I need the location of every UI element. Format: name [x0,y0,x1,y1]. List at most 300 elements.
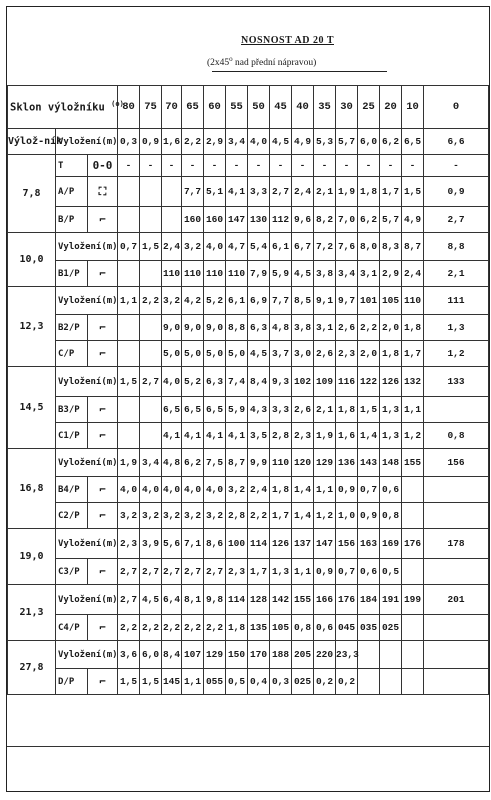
value-cell: 8,8 [424,233,489,261]
table-row [8,423,489,449]
value-cell: 135 [248,615,270,641]
value-cell: 4,9 [402,207,424,233]
value-cell: 4,0 [118,477,140,503]
value-cell: 9,0 [162,315,182,341]
value-cell: 3,6 [118,641,140,669]
value-cell [118,397,140,423]
value-cell: 110 [182,261,204,287]
value-cell: 6,6 [424,129,489,155]
value-cell: 1,5 [140,233,162,261]
value-cell: 1,7 [248,559,270,585]
row-label: Vyložení(m) [56,129,118,155]
value-cell: 188 [270,641,292,669]
value-cell: 1,1 [182,669,204,695]
value-cell: 8,3 [380,233,402,261]
outrigger-config-icon: ⌐ [88,503,118,529]
value-cell: 2,7 [424,207,489,233]
row-label: Vyložení(m) [56,367,118,397]
value-cell: 6,2 [358,207,380,233]
value-cell: 6,2 [182,449,204,477]
value-cell: 0,3 [270,669,292,695]
value-cell: 6,2 [380,129,402,155]
value-cell: 2,0 [380,315,402,341]
value-cell: 1,0 [336,503,358,529]
row-label: B1/P [56,261,88,287]
value-cell: 3,9 [140,529,162,559]
row-label: C1/P [56,423,88,449]
value-cell [424,559,489,585]
value-cell: 2,7 [118,585,140,615]
value-cell: 4,1 [162,423,182,449]
value-cell: 2,2 [118,615,140,641]
value-cell: 1,9 [336,177,358,207]
value-cell: 045 [336,615,358,641]
table-body [8,86,489,695]
value-cell: 2,2 [248,503,270,529]
value-cell: 1,1 [402,397,424,423]
value-cell: 2,7 [140,559,162,585]
document-subtitle [207,55,316,68]
value-cell: 178 [424,529,489,559]
value-cell: 1,3 [424,315,489,341]
value-cell: 1,3 [270,559,292,585]
value-cell: 9,7 [336,287,358,315]
value-cell: 0,6 [358,559,380,585]
value-cell [140,423,162,449]
value-cell: 3,2 [204,503,226,529]
value-cell: - [292,155,314,177]
outrigger-config-icon: ⌐ [88,615,118,641]
row-label: C3/P [56,559,88,585]
value-cell: 1,9 [314,423,336,449]
header-row [8,86,489,129]
value-cell: 2,2 [140,287,162,315]
value-cell: - [162,155,182,177]
value-cell: 148 [380,449,402,477]
angle-header: 20 [380,86,402,129]
table-row [8,315,489,341]
value-cell: 109 [314,367,336,397]
value-cell: 0,6 [380,477,402,503]
boom-length-cell: 12,3 [8,287,56,367]
table-row [8,559,489,585]
value-cell: 1,5 [402,177,424,207]
value-cell: 160 [204,207,226,233]
outrigger-config-icon: ⌐ [88,397,118,423]
value-cell: - [226,155,248,177]
value-cell: 4,0 [162,367,182,397]
value-cell: 114 [248,529,270,559]
value-cell: 1,5 [118,669,140,695]
value-cell: 142 [270,585,292,615]
value-cell: 1,2 [402,423,424,449]
value-cell: 105 [270,615,292,641]
outrigger-config-icon: ⌐ [88,669,118,695]
value-cell: 5,9 [226,397,248,423]
value-cell: 4,0 [162,477,182,503]
value-cell: 0,2 [314,669,336,695]
value-cell: 2,9 [380,261,402,287]
value-cell: 0,3 [118,129,140,155]
row-label: B3/P [56,397,88,423]
value-cell: 2,7 [162,559,182,585]
value-cell [162,207,182,233]
value-cell: 5,0 [226,341,248,367]
value-cell: 1,4 [358,423,380,449]
angle-header: 50 [248,86,270,129]
value-cell: 2,1 [424,261,489,287]
value-cell: 6,4 [162,585,182,615]
value-cell: 8,5 [292,287,314,315]
value-cell: 23,3 [336,641,358,669]
value-cell: 1,4 [292,503,314,529]
value-cell: - [140,155,162,177]
value-cell: 8,0 [358,233,380,261]
value-cell: 122 [358,367,380,397]
value-cell [380,641,402,669]
value-cell: 8,1 [182,585,204,615]
row-label: D/P [56,669,88,695]
value-cell [424,397,489,423]
row-label: Vyložení(m) [56,585,118,615]
angle-header: 30 [336,86,358,129]
value-cell: 3,7 [270,341,292,367]
value-cell: 4,1 [226,423,248,449]
value-cell: 0,7 [358,477,380,503]
value-cell: 5,7 [380,207,402,233]
value-cell: 9,8 [204,585,226,615]
angle-header: 25 [358,86,380,129]
value-cell: 2,4 [162,233,182,261]
value-cell: 4,0 [248,129,270,155]
value-cell: 2,2 [204,615,226,641]
value-cell [118,423,140,449]
value-cell [424,503,489,529]
value-cell: 7,2 [314,233,336,261]
value-cell: 4,1 [204,423,226,449]
value-cell: 4,0 [182,477,204,503]
value-cell: 8,7 [226,449,248,477]
value-cell: 0,5 [380,559,402,585]
value-cell: 4,9 [292,129,314,155]
value-cell: 7,7 [182,177,204,207]
value-cell: 1,1 [314,477,336,503]
value-cell: - [248,155,270,177]
outrigger-config-icon: ⌐ [88,315,118,341]
sklon-unit: (o) [111,100,124,109]
value-cell: 129 [204,641,226,669]
value-cell: 170 [248,641,270,669]
value-cell: 6,1 [226,287,248,315]
value-cell: 6,5 [162,397,182,423]
value-cell: 2,8 [270,423,292,449]
value-cell: 105 [380,287,402,315]
value-cell: 3,2 [162,287,182,315]
value-cell: 2,3 [226,559,248,585]
value-cell: 2,8 [226,503,248,529]
value-cell: 102 [292,367,314,397]
subtitle-underline [212,71,387,72]
value-cell: 9,6 [292,207,314,233]
value-cell: 9,1 [314,287,336,315]
value-cell: 3,2 [182,233,204,261]
row-label: Vyložení(m) [56,641,118,669]
value-cell: 1,6 [336,423,358,449]
value-cell [140,397,162,423]
value-cell: 0,9 [424,177,489,207]
value-cell: 1,2 [424,341,489,367]
value-cell: 155 [292,585,314,615]
outrigger-config-icon: ⌐ [88,207,118,233]
value-cell [358,641,380,669]
value-cell: 2,6 [314,341,336,367]
value-cell: 147 [226,207,248,233]
value-cell: 9,0 [182,315,204,341]
value-cell: 0,2 [336,669,358,695]
value-cell: 0,9 [336,477,358,503]
value-cell: - [402,155,424,177]
value-cell: 1,7 [270,503,292,529]
value-cell: 3,4 [336,261,358,287]
value-cell: 4,3 [248,397,270,423]
value-cell: 6,9 [248,287,270,315]
value-cell: 5,7 [336,129,358,155]
boom-length-cell: 14,5 [8,367,56,449]
value-cell: 8,2 [314,207,336,233]
value-cell: 3,3 [248,177,270,207]
value-cell: 2,3 [336,341,358,367]
row-label: Vyložení(m) [56,529,118,559]
table-row [8,341,489,367]
value-cell: 1,8 [358,177,380,207]
value-cell: 3,2 [118,503,140,529]
value-cell: 1,9 [118,449,140,477]
value-cell: 143 [358,449,380,477]
value-cell: 1,1 [118,287,140,315]
value-cell: 130 [248,207,270,233]
angle-header: 60 [204,86,226,129]
value-cell: 2,6 [292,397,314,423]
value-cell [424,615,489,641]
boom-length-cell: 10,0 [8,233,56,287]
value-cell [118,315,140,341]
value-cell: 0,9 [140,129,162,155]
row-label: T [56,155,88,177]
value-cell: - [204,155,226,177]
value-cell: 166 [314,585,336,615]
angle-header: 0 [424,86,489,129]
value-cell: 4,5 [248,341,270,367]
value-cell: 0,8 [292,615,314,641]
value-cell: 169 [380,529,402,559]
value-cell: 147 [314,529,336,559]
value-cell: 120 [292,449,314,477]
table-row [8,207,489,233]
value-cell: - [182,155,204,177]
load-capacity-table [7,85,489,695]
value-cell: 0,7 [118,233,140,261]
row-label: C4/P [56,615,88,641]
angle-header: 40 [292,86,314,129]
value-cell: 3,1 [314,315,336,341]
value-cell [118,207,140,233]
value-cell: 2,7 [182,559,204,585]
value-cell: 176 [402,529,424,559]
value-cell: - [358,155,380,177]
value-cell: 155 [402,449,424,477]
value-cell: 110 [402,287,424,315]
value-cell [402,669,424,695]
value-cell: 1,5 [358,397,380,423]
value-cell: 7,1 [182,529,204,559]
value-cell: 205 [292,641,314,669]
value-cell: 126 [380,367,402,397]
value-cell [140,207,162,233]
value-cell: 6,0 [140,641,162,669]
value-cell: 160 [182,207,204,233]
value-cell: 4,7 [226,233,248,261]
value-cell: 055 [204,669,226,695]
subtitle-rest: nad přední nápravou) [232,58,317,69]
value-cell: 156 [336,529,358,559]
bottom-blank-area [7,746,489,791]
value-cell: - [336,155,358,177]
outrigger-config-icon: ⛶ [88,177,118,207]
value-cell [424,477,489,503]
value-cell: - [380,155,402,177]
value-cell: 1,6 [162,129,182,155]
value-cell: 2,7 [204,559,226,585]
value-cell: 7,5 [204,449,226,477]
value-cell: 100 [226,529,248,559]
value-cell: 5,4 [248,233,270,261]
value-cell: 0,9 [358,503,380,529]
value-cell: 2,4 [248,477,270,503]
value-cell: 4,0 [204,477,226,503]
value-cell: 7,6 [336,233,358,261]
table-row [8,529,489,559]
value-cell: 201 [424,585,489,615]
value-cell: 1,8 [270,477,292,503]
sklon-header [8,86,124,129]
value-cell: 3,4 [140,449,162,477]
document-page [6,6,490,792]
table-row [8,233,489,261]
value-cell: 0,7 [336,559,358,585]
value-cell: 2,1 [314,397,336,423]
angle-header: 35 [314,86,336,129]
value-cell: 132 [402,367,424,397]
value-cell: 5,0 [182,341,204,367]
value-cell [140,341,162,367]
value-cell: 3,3 [270,397,292,423]
value-cell: 4,0 [204,233,226,261]
value-cell: 176 [336,585,358,615]
value-cell: 1,8 [380,341,402,367]
value-cell: 1,7 [402,341,424,367]
value-cell: 2,7 [270,177,292,207]
value-cell [118,261,140,287]
angle-header: 70 [162,86,182,129]
value-cell: 4,1 [182,423,204,449]
outrigger-config-icon: ⌐ [88,423,118,449]
value-cell: 6,7 [292,233,314,261]
boom-length-cell: Výlož-ník [8,129,56,155]
value-cell: 111 [424,287,489,315]
value-cell: 5,0 [162,341,182,367]
value-cell: 137 [292,529,314,559]
value-cell: 1,4 [292,477,314,503]
value-cell: 9,3 [270,367,292,397]
value-cell: - [118,155,140,177]
value-cell: 2,3 [118,529,140,559]
value-cell: 8,8 [226,315,248,341]
value-cell: 2,4 [402,261,424,287]
value-cell: 5,2 [182,367,204,397]
value-cell: 2,1 [314,177,336,207]
value-cell: 136 [336,449,358,477]
row-label: Vyložení(m) [56,233,118,261]
value-cell: 4,8 [162,449,182,477]
value-cell: 2,0 [358,341,380,367]
value-cell: 1,1 [292,559,314,585]
value-cell: 6,5 [204,397,226,423]
value-cell: 7,7 [270,287,292,315]
value-cell: 0,6 [314,615,336,641]
value-cell: 6,3 [248,315,270,341]
value-cell: 8,7 [402,233,424,261]
table-row [8,641,489,669]
sklon-label: Sklon výložníku [10,101,105,114]
outrigger-config-icon: ⌐ [88,559,118,585]
value-cell: 7,4 [226,367,248,397]
value-cell: 129 [314,449,336,477]
value-cell: 110 [162,261,182,287]
value-cell: 3,4 [226,129,248,155]
table-row [8,503,489,529]
boom-length-cell: 19,0 [8,529,56,585]
value-cell [402,615,424,641]
table-row [8,129,489,155]
value-cell: 110 [204,261,226,287]
value-cell: 4,8 [270,315,292,341]
table-row [8,261,489,287]
angle-header: 65 [182,86,204,129]
row-label: B4/P [56,477,88,503]
value-cell: 5,9 [270,261,292,287]
value-cell: 163 [358,529,380,559]
value-cell: 4,5 [140,585,162,615]
boom-length-cell: 27,8 [8,641,56,695]
value-cell: 2,9 [204,129,226,155]
value-cell [162,177,182,207]
table-row [8,615,489,641]
outrigger-config-icon: 0-0 [88,155,118,177]
value-cell: 116 [336,367,358,397]
table-row [8,397,489,423]
document-title: NOSNOST AD 20 T [241,35,334,46]
value-cell [402,641,424,669]
row-label: A/P [56,177,88,207]
value-cell: 156 [424,449,489,477]
value-cell: 2,6 [336,315,358,341]
table-row [8,585,489,615]
value-cell: 128 [248,585,270,615]
value-cell: 0,5 [226,669,248,695]
row-label: Vyložení(m) [56,449,118,477]
value-cell: 2,4 [292,177,314,207]
value-cell: 1,7 [380,177,402,207]
